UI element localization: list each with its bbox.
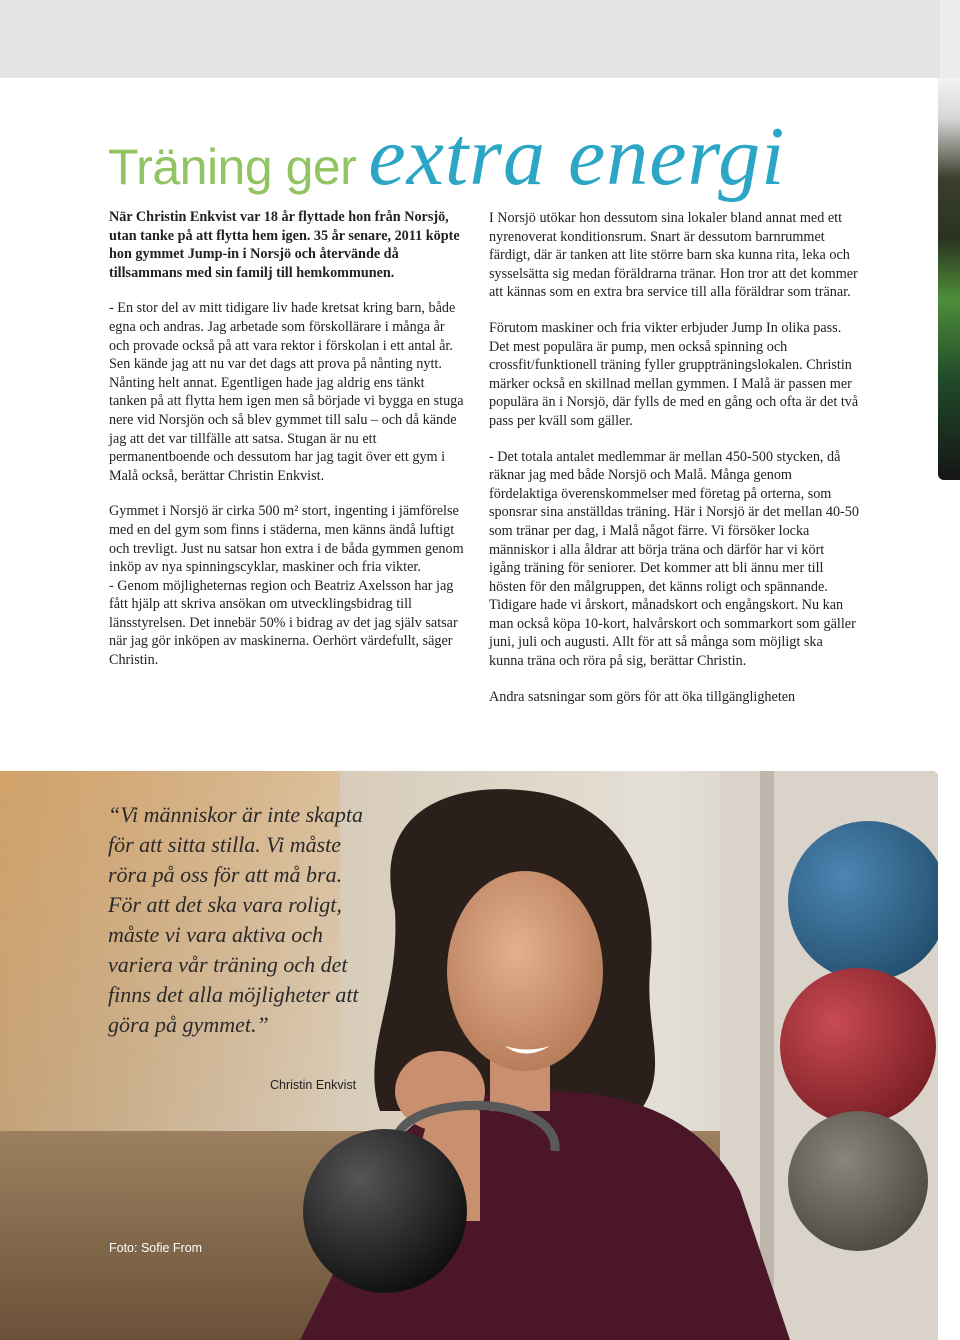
title-part-1: Träning ger (108, 139, 357, 195)
paragraph: Förutom maskiner och fria vikter erbjuder Jump In olika pass. Det mest populära är pump, men också spinning och crossfit/funktionell träning fyller gruppträningslokalen. Christin märker också en skillnad mellan gymmen. I Malå är passen mer populära än i Norsjö, där fylls de med en gång och ofta är det två pass per kväll som gäller. (489, 319, 859, 429)
paragraph: Gymmet i Norsjö är cirka 500 m² stort, ingenting i jämförelse med en del gym som finns i städerna, men känns ändå luftigt och trevligt. Just nu satsar hon extra i de båda gymmen genom inköp av nya spinningscyklar, maskiner och fria vikter. (109, 503, 464, 576)
paragraph: - Det totala antalet medlemmar är mellan 450-500 stycken, då räknar jag med både Norsjö och Malå. Många genom fördelaktiga överenskommelser med företag på orterna, som sponsrar sina anställdas träning. Här i Norsjö är det mellan 40-50 som tränar per dag, i Malå något färre. Vi försöker locka människor i alla åldrar att börja träna och därför har vi kört igång träning för seniorer. Det kommer att bli ännu mer till hösten för den målgruppen, det känns roligt och spännande. Tidigare hade vi årskort, månadskort och engångskort. Nu kan man också köpa 10-kort, halvårskort och sommarkort som gäller juni, juli och augusti. Allt för att så många som möjligt ska kunna träna och röra på sig, berättar Christin. (489, 448, 859, 670)
pull-quote: “Vi människor är inte skapta för att sitta stilla. Vi måste röra på oss för att må bra. För att det ska vara roligt, måste vi vara aktiva och variera vår träning och det finns det alla möjligheter att göra på gymmet.” (108, 802, 364, 1037)
paragraph: Andra satsningar som görs för att öka tillgängligheten (489, 688, 796, 705)
lead-paragraph: När Christin Enkvist var 18 år flyttade hon från Norsjö, utan tanke på att flytta hem igen. 35 år senare, 2011 köpte hon gymmet Jump-in i Norsjö och återvände då tillsammans med sin familj till hemkommunen. (109, 209, 460, 281)
paragraph: - En stor del av mitt tidigare liv hade kretsat kring barn, både egna och andras. Jag arbetade som förskollärare i många år och provade också på att vara rektor i förskolan i ett antal år. Sen kände jag att nu var det dags att prova på nånting nytt. Nånting helt annat. Egentligen hade jag aldrig ens tänkt tanken på att flytta hem igen men så började vi bygga en stuga nere vid Norsjön och så blev gymmet till salu – och då kände jag att det var tillfälle att satsa. Stugan är nu ett permanentboende och dessutom har jag tagit över ett gym i Malå också, berättar Christin Enkvist. (109, 300, 464, 484)
column-right (489, 209, 859, 723)
paragraph: I Norsjö utökar hon dessutom sina lokaler bland annat med ett nyrenoverat konditionsrum. Snart är dessutom barnrummet färdigt, där är tanken att lite större barn ska kunna rita, leka och sysselsätta sig medan föräldrarna tränar. Hon tror att det kommer att kännas som en extra bra service till alla föräldrar som tränar. (489, 210, 858, 301)
photo-credit: Foto: Sofie From (109, 1241, 203, 1255)
edge-photo-strip (938, 78, 960, 480)
article-title (108, 108, 786, 203)
page-edge (940, 0, 960, 78)
top-banner (0, 0, 940, 78)
quote-author: Christin Enkvist (270, 1078, 357, 1092)
column-left (109, 208, 465, 687)
paragraph: - Genom möjligheternas region och Beatriz Axelsson har jag fått hjälp att skriva ansökan om utvecklingsbidrag till länsstyrelsen. Det innebär 50% i bidrag av det jag själv satsar när jag gör inköpen av maskinerna. Oerhört värdefullt, säger Christin. (109, 577, 458, 669)
title-part-2: extra energi (368, 110, 786, 203)
